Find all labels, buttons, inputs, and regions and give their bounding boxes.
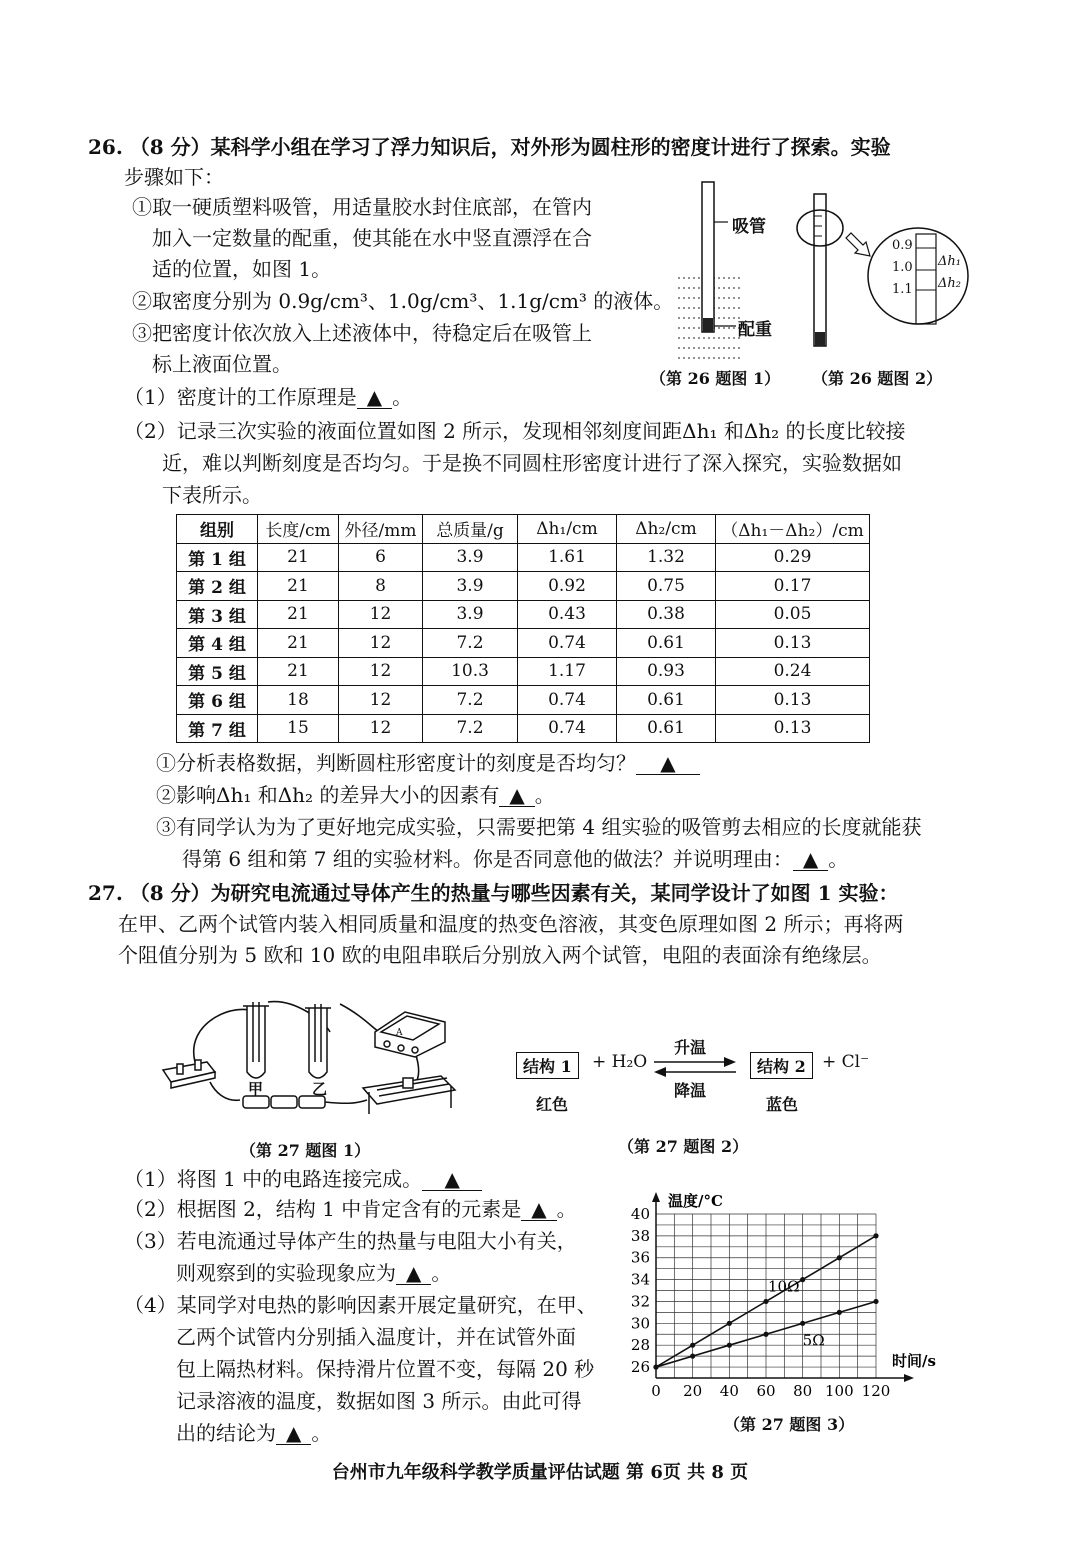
q27-sub3-line1: （3）若电流通过导体产生的热量与电阻大小有关， <box>124 1229 577 1253</box>
table-cell: 0.61 <box>617 629 716 658</box>
fig2-equilibrium-arrows <box>650 1056 740 1078</box>
y-tick-label: 38 <box>630 1226 650 1245</box>
table-cell: 0.75 <box>617 572 716 601</box>
ammeter-icon <box>375 1012 445 1057</box>
table-cell: 1.17 <box>518 657 617 686</box>
fig2-zoom-arrow <box>846 233 870 256</box>
data-point <box>873 1299 878 1304</box>
data-point <box>727 1343 732 1348</box>
table-header: 长度/cm <box>258 515 339 544</box>
q26-item2-blank[interactable]: ▲ <box>499 784 534 807</box>
fig2-struct2-box: 结构 2 <box>750 1052 813 1079</box>
table-cell: 3.9 <box>423 572 518 601</box>
table-cell: 0.61 <box>617 714 716 743</box>
fig1-weight <box>703 318 713 332</box>
table-cell: 第 3 组 <box>177 600 258 629</box>
q27-fig1-caption: （第 27 题图 1） <box>240 1141 371 1160</box>
table-cell: 0.74 <box>518 629 617 658</box>
table-cell: 12 <box>339 629 423 658</box>
q27-sub2 <box>124 1194 577 1224</box>
q27-sub4-text: 出的结论为 <box>176 1421 276 1445</box>
table-cell: 1.61 <box>518 543 617 572</box>
data-point <box>800 1321 805 1326</box>
q26-item3-text: 得第 6 组和第 7 组的实验材料。你是否同意他的做法？并说明理由： <box>182 847 793 871</box>
table-cell: 0.38 <box>617 600 716 629</box>
fig2-struct1-box: 结构 1 <box>516 1052 579 1079</box>
q27-fig2-caption: （第 27 题图 2） <box>618 1137 749 1156</box>
data-point <box>873 1233 878 1238</box>
table-cell: 15 <box>258 714 339 743</box>
fig2-mark-11: 1.1 <box>892 282 913 297</box>
switch-icon <box>163 1060 215 1088</box>
data-point <box>690 1354 695 1359</box>
table-cell: 0.24 <box>716 657 870 686</box>
table-header-row <box>177 515 870 544</box>
q27-sub3-suffix: 。 <box>431 1261 452 1285</box>
q26-item1-text: ①分析表格数据，判断圆柱形密度计的刻度是否均匀？ <box>156 751 636 775</box>
fig2-straw <box>814 194 826 346</box>
series-label: 5Ω <box>802 1331 825 1350</box>
table-row <box>177 600 870 629</box>
table-cell: 6 <box>339 543 423 572</box>
fig1-label-jia: 甲 <box>248 1080 264 1098</box>
table-cell: 第 6 组 <box>177 686 258 715</box>
q27-sub4-line4: 记录溶液的温度，数据如图 3 所示。由此可得 <box>176 1389 582 1413</box>
q26-item2 <box>156 780 555 810</box>
table-cell: 18 <box>258 686 339 715</box>
y-tick-label: 34 <box>630 1270 650 1289</box>
table-cell: 0.17 <box>716 572 870 601</box>
q27-header-line1: 27. （8 分）为研究电流通过导体产生的热量与哪些因素有关，某同学设计了如图 1 实验： <box>88 881 899 905</box>
fig1-caption: （第 26 题图 1） <box>650 369 781 388</box>
q27-sub3-line2 <box>176 1258 451 1288</box>
chart-ylabel: 温度/°C <box>668 1192 723 1210</box>
q26-figures <box>660 176 980 396</box>
q26-sub1 <box>124 382 412 412</box>
q26-step3-line1: ③把密度计依次放入上述液体中，待稳定后在吸管上 <box>132 321 592 345</box>
q27-sub4-blank[interactable]: ▲ <box>276 1422 311 1445</box>
table-cell: 0.74 <box>518 686 617 715</box>
fig1-meter-label: A <box>396 1028 403 1038</box>
table-cell: 第 7 组 <box>177 714 258 743</box>
table-header: 外径/mm <box>339 515 423 544</box>
fig2-heat-label: 升温 <box>674 1038 707 1057</box>
q26-header-line2: 步骤如下： <box>124 165 224 189</box>
fig1-label-yi: 乙 <box>312 1080 328 1098</box>
table-cell: 7.2 <box>423 686 518 715</box>
table-cell: 21 <box>258 600 339 629</box>
table-cell: 1.32 <box>617 543 716 572</box>
q26-item1-blank[interactable]: ▲ <box>636 752 700 775</box>
q27-sub4-suffix: 。 <box>311 1421 332 1445</box>
table-row <box>177 714 870 743</box>
table-header: Δh₂/cm <box>617 515 716 544</box>
table-cell: 0.93 <box>617 657 716 686</box>
q27-sub4-line3: 包上隔热材料。保持滑片位置不变，每隔 20 秒 <box>176 1357 595 1381</box>
q26-sub1-text: （1）密度计的工作原理是 <box>124 385 357 409</box>
q26-item3-blank[interactable]: ▲ <box>793 848 828 871</box>
table-cell: 21 <box>258 572 339 601</box>
data-point <box>800 1277 805 1282</box>
x-tick-label: 20 <box>683 1382 703 1400</box>
q27-sub4-line1: （4）某同学对电热的影响因素开展定量研究，在甲、 <box>124 1293 597 1317</box>
test-tube-yi <box>305 1004 331 1078</box>
table-cell: 3.9 <box>423 543 518 572</box>
table-row <box>177 686 870 715</box>
fig1-label-tube: 吸管 <box>732 217 766 237</box>
y-tick-label: 40 <box>630 1205 650 1223</box>
table-cell: 0.61 <box>617 686 716 715</box>
q26-sub1-blank[interactable]: ▲ <box>357 386 392 409</box>
q27-header-line3: 个阻值分别为 5 欧和 10 欧的电阻串联后分别放入两个试管，电阻的表面涂有绝缘层。 <box>118 943 882 967</box>
table-row <box>177 629 870 658</box>
table-cell: 12 <box>339 600 423 629</box>
q27-sub1 <box>124 1164 482 1194</box>
fig2-plus-water: + H₂O <box>592 1052 648 1072</box>
fig2-dh1: Δh₁ <box>938 254 961 269</box>
q27-sub2-text: （2）根据图 2，结构 1 中肯定含有的元素是 <box>124 1197 522 1221</box>
y-axis-arrow <box>652 1192 660 1202</box>
x-tick-label: 0 <box>651 1382 661 1400</box>
table-cell: 7.2 <box>423 629 518 658</box>
table-cell: 0.29 <box>716 543 870 572</box>
q27-fig3-caption: （第 27 题图 3） <box>724 1415 855 1434</box>
fig2-mark-09: 0.9 <box>892 238 913 253</box>
q27-sub4-line2: 乙两个试管内分别插入温度计，并在试管外面 <box>176 1325 576 1349</box>
data-point <box>763 1299 768 1304</box>
fig2-weight <box>815 332 825 346</box>
x-tick-label: 60 <box>756 1382 776 1400</box>
table-cell: 第 4 组 <box>177 629 258 658</box>
x-tick-label: 80 <box>793 1382 813 1400</box>
fig2-cool-label: 降温 <box>674 1081 707 1100</box>
q27-sub1-blank[interactable]: ▲ <box>422 1168 482 1191</box>
x-tick-label: 40 <box>719 1382 739 1400</box>
chart-ticks <box>631 1205 890 1400</box>
table-cell: 0.43 <box>518 600 617 629</box>
q26-sub2-line2: 近，难以判断刻度是否均匀。于是换不同圆柱形密度计进行了深入探究，实验数据如 <box>162 451 902 475</box>
x-tick-label: 100 <box>825 1382 854 1400</box>
table-cell: 8 <box>339 572 423 601</box>
table-row <box>177 572 870 601</box>
q26-sub2-line1: （2）记录三次实验的液面位置如图 2 所示，发现相邻刻度间距Δh₁ 和Δh₂ 的长度比较接 <box>124 419 906 443</box>
q27-header-line2: 在甲、乙两个试管内装入相同质量和温度的热变色溶液，其变色原理如图 2 所示；再将两 <box>118 912 904 936</box>
x-axis-arrow <box>904 1374 914 1382</box>
fig2-mark-10: 1.0 <box>892 260 913 275</box>
q26-item1 <box>156 748 700 778</box>
y-tick-label: 32 <box>630 1292 650 1311</box>
data-point <box>727 1321 732 1326</box>
q27-sub2-blank[interactable]: ▲ <box>521 1198 556 1221</box>
q26-data-table <box>176 514 870 743</box>
data-point <box>763 1332 768 1337</box>
table-cell: 第 1 组 <box>177 543 258 572</box>
chart-xlabel: 时间/s <box>892 1352 936 1370</box>
y-tick-label: 36 <box>630 1248 650 1267</box>
fig2-color-blue: 蓝色 <box>766 1095 799 1114</box>
q27-sub2-suffix: 。 <box>556 1197 577 1221</box>
fig2-color-red: 红色 <box>536 1095 569 1114</box>
data-point <box>837 1255 842 1260</box>
table-cell: 0.92 <box>518 572 617 601</box>
chart-grid <box>656 1214 876 1378</box>
table-cell: 第 5 组 <box>177 657 258 686</box>
q27-sub4-line5 <box>176 1418 331 1448</box>
series-label: 10Ω <box>768 1277 800 1296</box>
table-cell: 0.05 <box>716 600 870 629</box>
fig2-plus-cl: + Cl⁻ <box>822 1052 870 1072</box>
table-row <box>177 543 870 572</box>
table-cell: 第 2 组 <box>177 572 258 601</box>
q27-fig3-chart <box>620 1186 960 1436</box>
rheostat-icon <box>363 1076 455 1114</box>
q26-step1-line3: 适的位置，如图 1。 <box>152 257 332 281</box>
table-cell: 10.3 <box>423 657 518 686</box>
table-header: 组别 <box>177 515 258 544</box>
q26-step2: ②取密度分别为 0.9g/cm³、1.0g/cm³、1.1g/cm³ 的液体。 <box>132 289 674 313</box>
table-cell: 7.2 <box>423 714 518 743</box>
test-tube-jia <box>243 1002 269 1078</box>
table-cell: 21 <box>258 629 339 658</box>
q26-sub1-suffix: 。 <box>392 385 413 409</box>
table-cell: 0.13 <box>716 714 870 743</box>
q27-fig1-circuit <box>155 992 475 1132</box>
table-cell: 0.13 <box>716 686 870 715</box>
x-tick-label: 120 <box>861 1382 891 1400</box>
fig2-caption: （第 26 题图 2） <box>812 369 943 388</box>
q27-sub1-text: （1）将图 1 中的电路连接完成。 <box>124 1167 423 1191</box>
table-cell: 12 <box>339 657 423 686</box>
data-point <box>837 1310 842 1315</box>
fig2-dh2: Δh₂ <box>938 276 961 291</box>
page-footer: 台州市九年级科学教学质量评估试题 第 6页 共 8 页 <box>331 1462 749 1483</box>
y-tick-label: 26 <box>630 1358 650 1377</box>
q27-sub3-text: 则观察到的实验现象应为 <box>176 1261 396 1285</box>
table-row <box>177 657 870 686</box>
q26-item3-line2 <box>182 844 848 874</box>
table-cell: 21 <box>258 657 339 686</box>
table-header: （Δh₁－Δh₂）/cm <box>716 515 870 544</box>
q26-step1-line2: 加入一定数量的配重，使其能在水中竖直漂浮在合 <box>152 226 592 250</box>
q26-sub2-line3: 下表所示。 <box>162 483 262 507</box>
table-cell: 21 <box>258 543 339 572</box>
y-tick-label: 30 <box>630 1314 650 1333</box>
table-header: Δh₁/cm <box>518 515 617 544</box>
y-tick-label: 28 <box>630 1336 650 1355</box>
table-cell: 12 <box>339 714 423 743</box>
table-cell: 0.74 <box>518 714 617 743</box>
q26-item3-suffix: 。 <box>828 847 849 871</box>
data-point <box>690 1343 695 1348</box>
data-point <box>653 1364 658 1369</box>
q26-header-line1: 26. （8 分）某科学小组在学习了浮力知识后，对外形为圆柱形的密度计进行了探索。实验 <box>88 135 891 159</box>
q26-step1-line1: ①取一硬质塑料吸管，用适量胶水封住底部，在管内 <box>132 195 592 219</box>
fig1-straw <box>702 182 714 332</box>
q26-item2-text: ②影响Δh₁ 和Δh₂ 的差异大小的因素有 <box>156 783 500 807</box>
table-cell: 0.13 <box>716 629 870 658</box>
q26-item3-line1: ③有同学认为为了更好地完成实验，只需要把第 4 组实验的吸管剪去相应的长度就能获 <box>156 815 922 839</box>
table-cell: 3.9 <box>423 600 518 629</box>
table-cell: 12 <box>339 686 423 715</box>
q27-sub3-blank[interactable]: ▲ <box>396 1262 431 1285</box>
q26-item2-suffix: 。 <box>534 783 555 807</box>
q26-step3-line2: 标上液面位置。 <box>152 352 292 376</box>
table-header: 总质量/g <box>423 515 518 544</box>
fig1-label-weight: 配重 <box>738 320 772 340</box>
